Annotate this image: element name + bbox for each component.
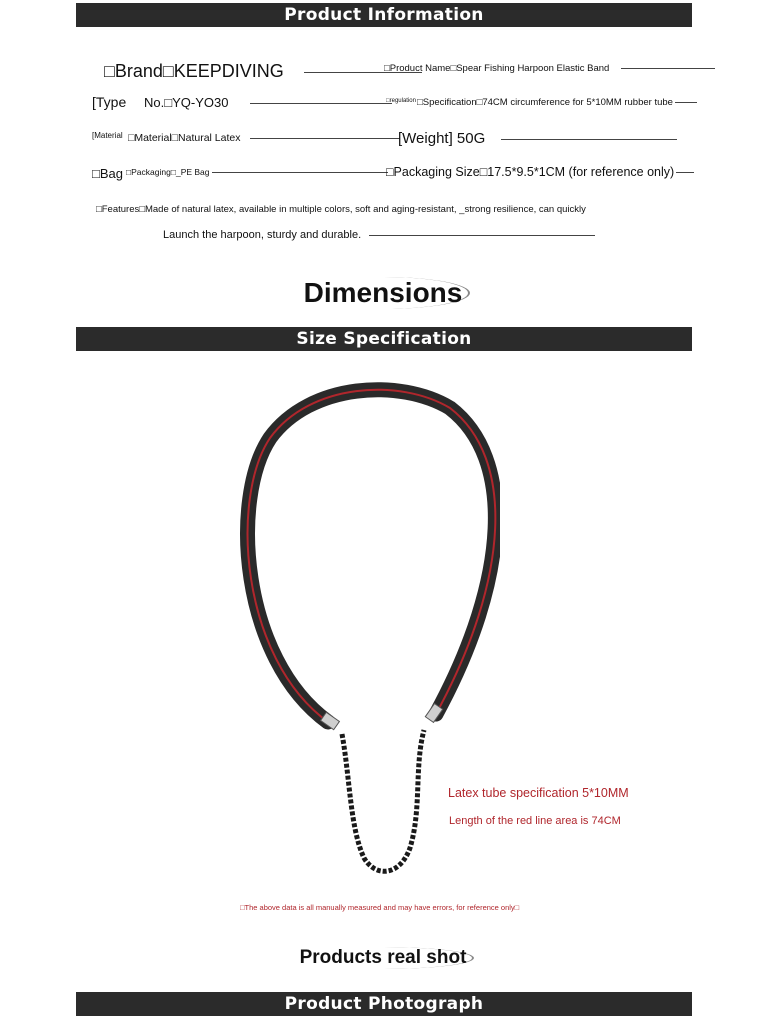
divider-line [250, 103, 392, 104]
elastic-band-image [200, 378, 500, 888]
latex-tube [248, 390, 496, 722]
real-shot-heading [0, 947, 768, 969]
divider-line [675, 102, 697, 103]
features-text: □Features□Made of natural latex, available in multiple colors, soft and aging-resistant, _strong resilience, can quickly [96, 204, 586, 215]
dimensions-heading [0, 277, 768, 309]
weight-row [398, 130, 677, 147]
dimensions-title: Dimensions [298, 277, 471, 309]
features-cont-text: Launch the harpoon, sturdy and durable. [163, 229, 362, 241]
real-shot-title: Products real shot [294, 947, 475, 969]
spec-prefix: □regulation [386, 98, 416, 104]
type-label: [Type [92, 94, 127, 110]
brand-text: □Brand□KEEPDIVING [104, 61, 284, 81]
spec-text: □Specification□74CM circumference for 5*10MM rubber tube [417, 97, 673, 108]
disclaimer: □The above data is all manually measured and may have errors, for reference only□ [240, 903, 520, 912]
section-title-product-info: Product Information [76, 3, 692, 27]
brand-row [104, 61, 422, 82]
packaging-size-row [386, 165, 694, 179]
section-title-product-photo: Product Photograph [76, 992, 692, 1016]
metal-clips [321, 704, 443, 730]
product-name-text: □Product Name□Spear Fishing Harpoon Elastic Band [384, 63, 610, 74]
divider-line [621, 68, 715, 69]
braided-cord [342, 730, 424, 871]
weight-text: [Weight] 50G [398, 130, 486, 147]
model-row [144, 95, 392, 110]
packaging-text: □Packaging□_PE Bag [126, 167, 210, 177]
material-prefix: [Material [92, 131, 123, 140]
bag-label: □Bag [92, 166, 123, 181]
product-name-row [384, 63, 715, 74]
divider-line [501, 139, 677, 140]
divider-line [676, 172, 694, 173]
divider-line [369, 235, 595, 236]
tube-spec-label: Latex tube specification 5*10MM [448, 786, 629, 800]
packaging-size-text: □Packaging Size□17.5*9.5*1CM (for reference only) [386, 165, 675, 179]
packaging-row [126, 167, 388, 177]
divider-line [212, 172, 388, 173]
model-text: No.□YQ-YO30 [144, 95, 229, 110]
divider-line [250, 138, 400, 139]
red-line-length-label: Length of the red line area is 74CM [449, 815, 621, 827]
material-text: □Material□Natural Latex [128, 132, 241, 144]
spec-row [417, 97, 697, 108]
section-title-size-spec: Size Specification [76, 327, 692, 351]
material-row [128, 132, 400, 144]
features-row-2 [163, 229, 595, 241]
